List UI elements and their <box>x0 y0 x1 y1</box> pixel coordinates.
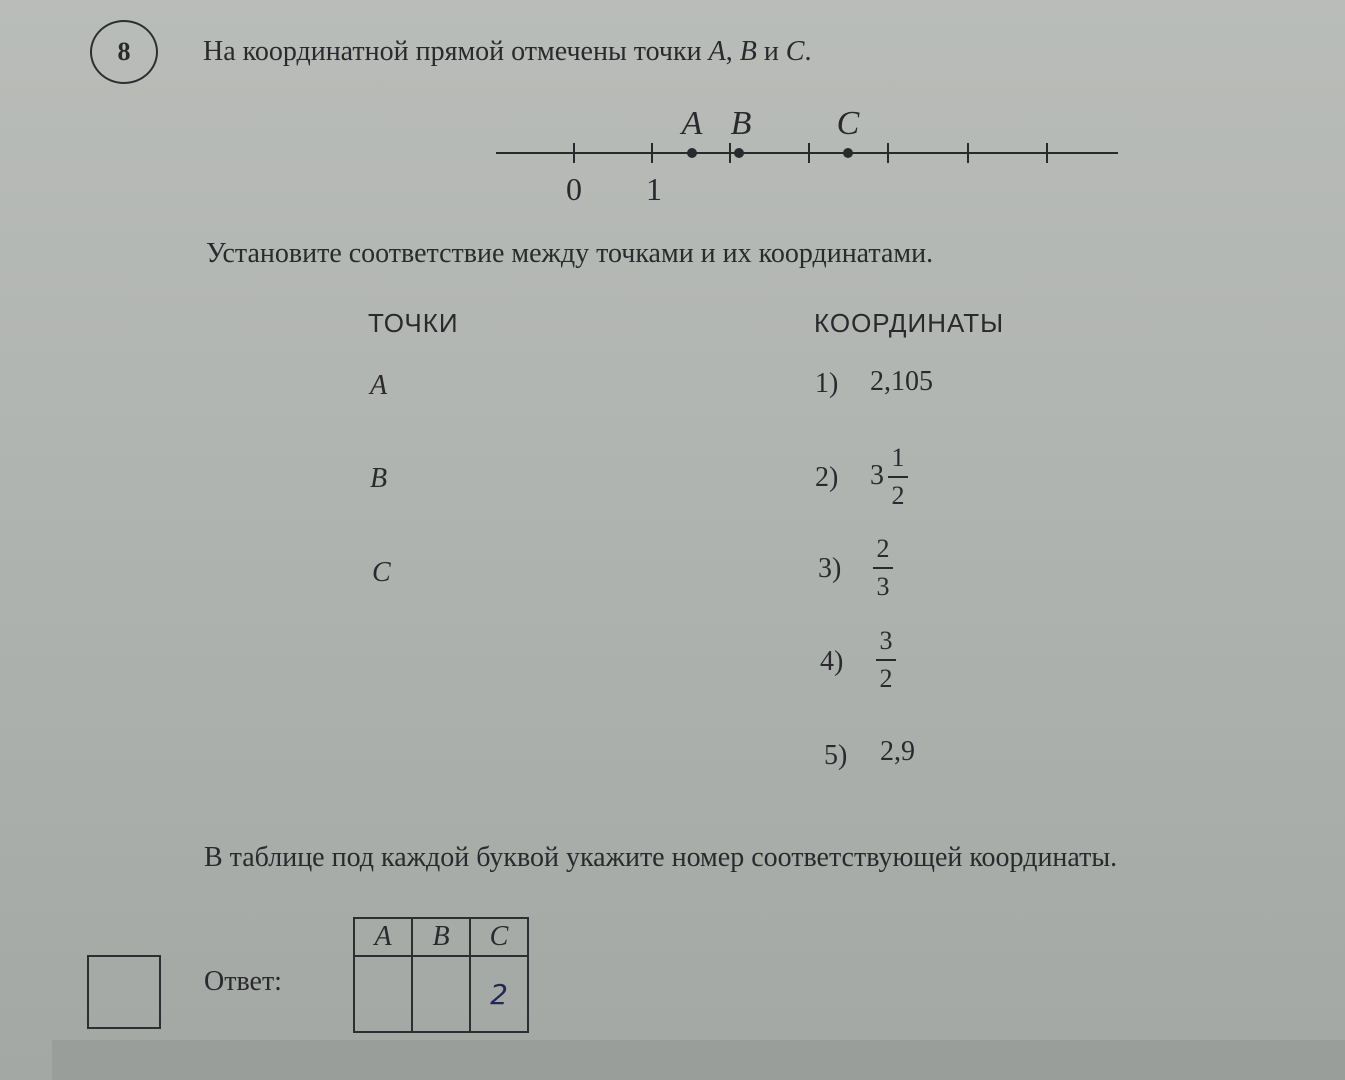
coord-4-numerator: 3 <box>879 626 893 655</box>
coord-4-denominator: 2 <box>879 664 893 693</box>
coord-2-number: 2) <box>815 462 839 493</box>
coord-4-number: 4) <box>820 646 844 677</box>
point-b-ref: B <box>739 36 757 67</box>
coord-2-numerator: 1 <box>891 443 905 472</box>
answer-header-a: A <box>354 918 412 956</box>
coord-2-whole: 3 <box>870 460 884 491</box>
point-b-dot <box>734 148 744 158</box>
coord-5-value: 2,9 <box>880 736 915 767</box>
conjunction: и <box>763 36 779 67</box>
coord-4-fraction <box>876 628 896 692</box>
task-number: 8 <box>117 37 131 66</box>
point-b-item: B <box>370 463 388 494</box>
point-a-dot <box>687 148 697 158</box>
score-box <box>87 955 161 1029</box>
fraction-bar <box>876 659 896 661</box>
fraction-bar <box>888 476 908 478</box>
point-c-label: C <box>836 105 860 142</box>
tick-label-1: 1 <box>646 171 662 207</box>
answer-header-c: C <box>470 918 528 956</box>
answer-label: Ответ: <box>204 966 282 997</box>
point-c-ref: C <box>785 36 805 67</box>
answer-header-b: B <box>412 918 470 956</box>
table-instruction: В таблице под каждой буквой укажите номер соответствующей координаты. <box>204 842 1118 873</box>
period: . <box>804 36 812 67</box>
points-header: ТОЧКИ <box>368 308 459 338</box>
number-line <box>0 0 1345 220</box>
answer-table <box>353 917 529 1033</box>
coord-3-numerator: 2 <box>876 534 890 563</box>
point-a-ref: A <box>708 36 726 67</box>
point-b-label: B <box>730 105 752 142</box>
comma: , <box>725 36 733 67</box>
answer-cell-c[interactable]: 2 <box>470 956 528 1032</box>
answer-cell-b[interactable] <box>412 956 470 1032</box>
tick-label-0: 0 <box>566 171 582 207</box>
coords-header: КООРДИНАТЫ <box>814 308 1005 338</box>
page-edge <box>52 1040 1345 1080</box>
point-c-item: C <box>372 557 391 588</box>
point-a-item: A <box>370 370 388 401</box>
task-intro: На координатной прямой отмечены точки <box>203 36 702 67</box>
coord-1-number: 1) <box>815 368 839 399</box>
coord-3-denominator: 3 <box>876 572 890 601</box>
coord-3-number: 3) <box>818 553 842 584</box>
coord-1-value: 2,105 <box>870 366 933 397</box>
point-c-dot <box>843 148 853 158</box>
coord-3-fraction <box>873 536 893 600</box>
instruction: Установите соответствие между точками и их координатами. <box>206 238 934 269</box>
point-a-label: A <box>681 105 703 142</box>
coord-5-number: 5) <box>824 740 848 771</box>
answer-cell-a[interactable] <box>354 956 412 1032</box>
coord-2-denominator: 2 <box>891 481 905 510</box>
coord-2-fraction <box>888 445 908 509</box>
answer-table-header-row <box>354 918 528 956</box>
answer-table-value-row <box>354 956 528 1032</box>
fraction-bar <box>873 567 893 569</box>
